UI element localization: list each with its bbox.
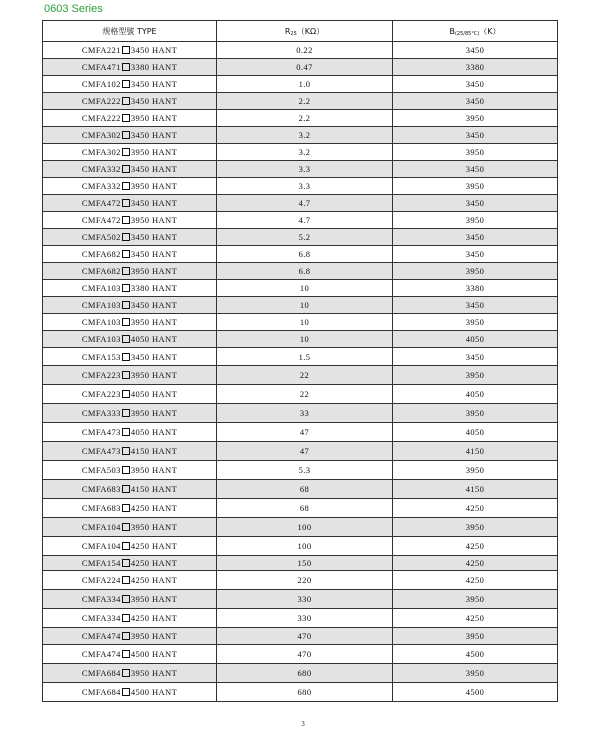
type-suffix: 4150 HANT — [130, 484, 178, 494]
checkbox-square-icon — [122, 595, 130, 603]
bvalue-cell: 4250 — [393, 571, 558, 590]
checkbox-square-icon — [122, 614, 130, 622]
checkbox-square-icon — [122, 267, 130, 275]
checkbox-square-icon — [122, 409, 130, 417]
bvalue-cell: 4050 — [393, 331, 558, 348]
type-prefix: CMFA472 — [81, 198, 121, 208]
bvalue-cell: 3950 — [393, 664, 558, 683]
table-row — [43, 161, 558, 178]
bvalue-cell: 3950 — [393, 314, 558, 331]
type-suffix: 3950 HANT — [130, 147, 178, 157]
checkbox-square-icon — [122, 669, 130, 677]
table-row — [43, 280, 558, 297]
table-row — [43, 461, 558, 480]
checkbox-square-icon — [122, 216, 130, 224]
table-row — [43, 59, 558, 76]
table-row — [43, 499, 558, 518]
checkbox-square-icon — [122, 632, 130, 640]
type-suffix: 3950 HANT — [130, 113, 178, 123]
resistance-cell: 1.0 — [217, 76, 393, 93]
resistance-cell: 10 — [217, 314, 393, 331]
type-suffix: 3450 HANT — [130, 164, 178, 174]
checkbox-square-icon — [122, 390, 130, 398]
checkbox-square-icon — [122, 318, 130, 326]
type-suffix: 4050 HANT — [130, 389, 178, 399]
checkbox-square-icon — [122, 542, 130, 550]
type-cell — [43, 93, 217, 110]
type-cell — [43, 59, 217, 76]
type-prefix: CMFA103 — [81, 300, 121, 310]
checkbox-square-icon — [122, 650, 130, 658]
type-prefix: CMFA684 — [81, 668, 121, 678]
bvalue-cell: 3950 — [393, 518, 558, 537]
table-row — [43, 263, 558, 280]
type-cell — [43, 76, 217, 93]
bvalue-cell: 3950 — [393, 263, 558, 280]
checkbox-square-icon — [122, 504, 130, 512]
type-prefix: CMFA474 — [81, 649, 121, 659]
type-suffix: 3450 HANT — [130, 45, 178, 55]
bvalue-cell: 4050 — [393, 385, 558, 404]
table-row — [43, 480, 558, 499]
type-suffix: 3950 HANT — [130, 266, 178, 276]
resistance-cell: 10 — [217, 297, 393, 314]
type-suffix: 3380 HANT — [130, 62, 178, 72]
checkbox-square-icon — [122, 559, 130, 567]
type-cell — [43, 518, 217, 537]
resistance-cell: 3.2 — [217, 127, 393, 144]
checkbox-square-icon — [122, 485, 130, 493]
checkbox-square-icon — [122, 284, 130, 292]
type-cell — [43, 178, 217, 195]
resistance-cell: 10 — [217, 280, 393, 297]
bvalue-cell: 4250 — [393, 537, 558, 556]
type-suffix: 3450 HANT — [130, 351, 178, 362]
bvalue-symbol: B — [449, 26, 455, 36]
type-cell — [43, 110, 217, 127]
checkbox-square-icon — [122, 131, 130, 139]
type-cell — [43, 161, 217, 178]
type-cell — [43, 246, 217, 263]
type-prefix: CMFA473 — [81, 446, 121, 456]
resistance-cell: 150 — [217, 556, 393, 571]
table-row — [43, 76, 558, 93]
type-prefix: CMFA104 — [81, 541, 121, 551]
series-title: 0603 Series — [44, 3, 103, 15]
resistance-cell: 22 — [217, 366, 393, 385]
type-prefix: CMFA683 — [81, 503, 121, 513]
table-row — [43, 664, 558, 683]
resistance-cell: 1.5 — [217, 348, 393, 366]
type-cell — [43, 537, 217, 556]
checkbox-square-icon — [122, 301, 130, 309]
type-suffix: 3950 HANT — [130, 408, 178, 418]
checkbox-square-icon — [122, 688, 130, 696]
bvalue-cell: 3950 — [393, 628, 558, 645]
type-prefix: CMFA153 — [81, 351, 121, 362]
checkbox-square-icon — [122, 97, 130, 105]
type-suffix: 3450 HANT — [130, 198, 178, 208]
bvalue-cell: 3450 — [393, 127, 558, 144]
table-row — [43, 127, 558, 144]
type-prefix: CMFA302 — [81, 130, 121, 140]
checkbox-square-icon — [122, 353, 130, 361]
resistance-column-header — [217, 21, 393, 42]
type-suffix: 3950 HANT — [130, 317, 178, 327]
type-prefix: CMFA302 — [81, 147, 121, 157]
resistance-cell: 68 — [217, 499, 393, 518]
bvalue-cell: 3450 — [393, 161, 558, 178]
type-suffix: 3450 HANT — [130, 130, 178, 140]
bvalue-cell: 4250 — [393, 609, 558, 628]
table-row — [43, 683, 558, 702]
type-prefix: CMFA332 — [81, 181, 121, 191]
resistance-cell: 47 — [217, 423, 393, 442]
table-row — [43, 331, 558, 348]
resistance-symbol: R — [284, 26, 291, 36]
table-header-row — [43, 21, 558, 42]
type-suffix: 3950 HANT — [130, 631, 178, 641]
type-suffix: 4500 HANT — [130, 687, 178, 697]
resistance-cell: 3.2 — [217, 144, 393, 161]
type-suffix: 4050 HANT — [130, 334, 178, 344]
type-prefix: CMFA472 — [81, 215, 121, 225]
table-row — [43, 518, 558, 537]
bvalue-cell: 3380 — [393, 280, 558, 297]
resistance-cell: 2.2 — [217, 93, 393, 110]
bvalue-cell: 4050 — [393, 423, 558, 442]
type-suffix: 3380 HANT — [130, 283, 178, 293]
type-suffix: 4250 HANT — [130, 575, 178, 585]
resistance-cell: 3.3 — [217, 178, 393, 195]
resistance-cell: 22 — [217, 385, 393, 404]
bvalue-cell: 3450 — [393, 76, 558, 93]
resistance-cell: 5.2 — [217, 229, 393, 246]
checkbox-square-icon — [122, 199, 130, 207]
type-cell — [43, 195, 217, 212]
checkbox-square-icon — [122, 371, 130, 379]
type-cell — [43, 645, 217, 664]
resistance-cell: 5.3 — [217, 461, 393, 480]
type-cell — [43, 127, 217, 144]
type-cell — [43, 263, 217, 280]
bvalue-cell: 3450 — [393, 348, 558, 366]
checkbox-square-icon — [122, 46, 130, 54]
table-row — [43, 590, 558, 609]
checkbox-square-icon — [122, 428, 130, 436]
checkbox-square-icon — [122, 250, 130, 258]
type-prefix: CMFA102 — [81, 79, 121, 89]
table-row — [43, 314, 558, 331]
type-suffix: 3450 HANT — [130, 300, 178, 310]
type-suffix: 4250 HANT — [130, 613, 178, 623]
resistance-cell: 6.8 — [217, 263, 393, 280]
resistance-cell: 33 — [217, 404, 393, 423]
type-prefix: CMFA104 — [81, 522, 121, 532]
bvalue-cell: 3450 — [393, 195, 558, 212]
table-row — [43, 93, 558, 110]
type-cell — [43, 404, 217, 423]
table-row — [43, 195, 558, 212]
type-cell — [43, 385, 217, 404]
resistance-cell: 3.3 — [217, 161, 393, 178]
checkbox-square-icon — [122, 63, 130, 71]
table-row — [43, 404, 558, 423]
resistance-cell: 0.47 — [217, 59, 393, 76]
type-suffix: 3950 HANT — [130, 370, 178, 380]
bvalue-cell: 4500 — [393, 683, 558, 702]
checkbox-square-icon — [122, 148, 130, 156]
type-prefix: CMFA474 — [81, 631, 121, 641]
resistance-cell: 330 — [217, 590, 393, 609]
type-prefix: CMFA334 — [81, 613, 121, 623]
resistance-unit: （KΩ） — [296, 26, 325, 36]
table-row — [43, 537, 558, 556]
resistance-cell: 6.8 — [217, 246, 393, 263]
type-cell — [43, 664, 217, 683]
bvalue-cell: 3450 — [393, 229, 558, 246]
type-suffix: 3950 HANT — [130, 181, 178, 191]
checkbox-square-icon — [122, 233, 130, 241]
resistance-cell: 680 — [217, 683, 393, 702]
bvalue-cell: 3950 — [393, 461, 558, 480]
type-cell — [43, 366, 217, 385]
table-row — [43, 628, 558, 645]
resistance-cell: 680 — [217, 664, 393, 683]
type-cell — [43, 42, 217, 59]
type-cell — [43, 461, 217, 480]
resistance-cell: 0.22 — [217, 42, 393, 59]
table-row — [43, 571, 558, 590]
page-number: 3 — [301, 720, 305, 728]
type-suffix: 4250 HANT — [130, 503, 178, 513]
resistance-cell: 4.7 — [217, 195, 393, 212]
resistance-subscript: 25 — [290, 30, 297, 37]
type-cell — [43, 229, 217, 246]
bvalue-cell: 3950 — [393, 366, 558, 385]
checkbox-square-icon — [122, 335, 130, 343]
bvalue-cell: 4150 — [393, 480, 558, 499]
bvalue-cell: 3950 — [393, 590, 558, 609]
type-cell — [43, 683, 217, 702]
type-prefix: CMFA103 — [81, 283, 121, 293]
spec-table — [42, 20, 558, 702]
table-row — [43, 609, 558, 628]
resistance-cell: 68 — [217, 480, 393, 499]
resistance-cell: 100 — [217, 518, 393, 537]
type-prefix: CMFA223 — [81, 370, 121, 380]
type-prefix: CMFA222 — [81, 96, 121, 106]
type-cell — [43, 348, 217, 366]
type-cell — [43, 590, 217, 609]
type-prefix: CMFA333 — [81, 408, 121, 418]
type-suffix: 4150 HANT — [130, 446, 178, 456]
resistance-cell: 470 — [217, 645, 393, 664]
bvalue-cell: 4150 — [393, 442, 558, 461]
type-suffix: 3950 HANT — [130, 465, 178, 475]
type-suffix: 4250 HANT — [130, 558, 178, 568]
type-suffix: 4250 HANT — [130, 541, 178, 551]
type-suffix: 3950 HANT — [130, 522, 178, 532]
type-prefix: CMFA502 — [81, 232, 121, 242]
type-cell — [43, 314, 217, 331]
checkbox-square-icon — [122, 576, 130, 584]
bvalue-cell: 3450 — [393, 93, 558, 110]
bvalue-cell: 3950 — [393, 144, 558, 161]
table-row — [43, 178, 558, 195]
checkbox-square-icon — [122, 165, 130, 173]
type-suffix: 3450 HANT — [130, 79, 178, 89]
checkbox-square-icon — [122, 80, 130, 88]
bvalue-cell: 3950 — [393, 178, 558, 195]
table-row — [43, 212, 558, 229]
type-prefix: CMFA221 — [81, 45, 121, 55]
table-row — [43, 645, 558, 664]
bvalue-cell: 4250 — [393, 556, 558, 571]
bvalue-cell: 3450 — [393, 246, 558, 263]
type-prefix: CMFA682 — [81, 266, 121, 276]
type-prefix: CMFA471 — [81, 62, 121, 72]
type-prefix: CMFA682 — [81, 249, 121, 259]
bvalue-unit: （K） — [479, 26, 501, 36]
type-prefix: CMFA103 — [81, 334, 121, 344]
resistance-cell: 47 — [217, 442, 393, 461]
type-suffix: 3450 HANT — [130, 249, 178, 259]
resistance-cell: 330 — [217, 609, 393, 628]
resistance-cell: 220 — [217, 571, 393, 590]
bvalue-cell: 3950 — [393, 212, 558, 229]
table-row — [43, 385, 558, 404]
type-prefix: CMFA334 — [81, 594, 121, 604]
type-prefix: CMFA103 — [81, 317, 121, 327]
type-cell — [43, 212, 217, 229]
checkbox-square-icon — [122, 447, 130, 455]
type-cell — [43, 571, 217, 590]
checkbox-square-icon — [122, 114, 130, 122]
type-prefix: CMFA683 — [81, 484, 121, 494]
table-row — [43, 110, 558, 127]
resistance-cell: 470 — [217, 628, 393, 645]
bvalue-cell: 4500 — [393, 645, 558, 664]
table-row — [43, 348, 558, 366]
bvalue-cell: 3950 — [393, 404, 558, 423]
type-cell — [43, 480, 217, 499]
type-prefix: CMFA684 — [81, 687, 121, 697]
table-row — [43, 556, 558, 571]
checkbox-square-icon — [122, 466, 130, 474]
table-row — [43, 229, 558, 246]
bvalue-subscript: (25/85°C) — [454, 30, 480, 37]
type-suffix: 4500 HANT — [130, 649, 178, 659]
bvalue-cell: 3450 — [393, 42, 558, 59]
type-column-header: 规格型號 TYPE — [43, 21, 217, 42]
type-suffix: 3950 HANT — [130, 594, 178, 604]
type-cell — [43, 297, 217, 314]
type-suffix: 4050 HANT — [130, 427, 178, 437]
type-suffix: 3950 HANT — [130, 668, 178, 678]
checkbox-square-icon — [122, 523, 130, 531]
resistance-cell: 2.2 — [217, 110, 393, 127]
type-cell — [43, 423, 217, 442]
table-body — [43, 42, 558, 702]
bvalue-cell: 3950 — [393, 110, 558, 127]
bvalue-column-header — [393, 21, 558, 42]
type-prefix: CMFA332 — [81, 164, 121, 174]
type-cell — [43, 442, 217, 461]
table-row — [43, 42, 558, 59]
type-prefix: CMFA154 — [81, 558, 121, 568]
resistance-cell: 4.7 — [217, 212, 393, 229]
type-suffix: 3450 HANT — [130, 96, 178, 106]
type-cell — [43, 280, 217, 297]
resistance-cell: 10 — [217, 331, 393, 348]
type-prefix: CMFA503 — [81, 465, 121, 475]
type-suffix: 3450 HANT — [130, 232, 178, 242]
bvalue-cell: 3380 — [393, 59, 558, 76]
table-row — [43, 442, 558, 461]
type-prefix: CMFA473 — [81, 427, 121, 437]
type-cell — [43, 556, 217, 571]
table-row — [43, 366, 558, 385]
resistance-cell: 100 — [217, 537, 393, 556]
type-suffix: 3950 HANT — [130, 215, 178, 225]
table-row — [43, 297, 558, 314]
type-prefix: CMFA224 — [81, 575, 121, 585]
table-row — [43, 423, 558, 442]
type-cell — [43, 331, 217, 348]
type-cell — [43, 499, 217, 518]
bvalue-cell: 3450 — [393, 297, 558, 314]
table-row — [43, 144, 558, 161]
type-cell — [43, 628, 217, 645]
type-cell — [43, 609, 217, 628]
type-prefix: CMFA222 — [81, 113, 121, 123]
type-prefix: CMFA223 — [81, 389, 121, 399]
table-row — [43, 246, 558, 263]
type-cell — [43, 144, 217, 161]
checkbox-square-icon — [122, 182, 130, 190]
bvalue-cell: 4250 — [393, 499, 558, 518]
